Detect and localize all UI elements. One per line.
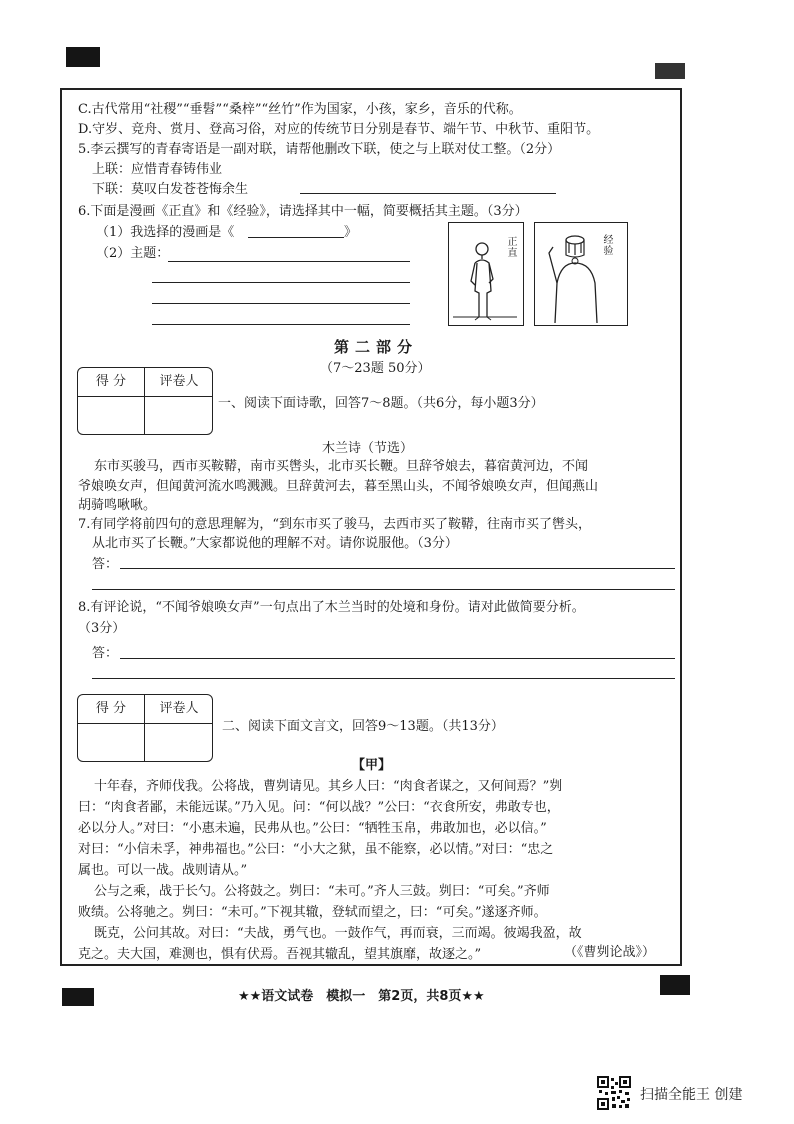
passage-line-2: 曰：“肉食者鄙，未能远谋。”乃入见。问：“何以战？”公曰：“衣食所安，弗敢专也，	[78, 800, 560, 815]
registration-mark-top-right	[655, 63, 685, 79]
passage-line-7: 败绩。公将驰之。刿曰：“未可。”下视其辙，登轼而望之，曰：“可矣。”遂逐齐师。	[78, 905, 547, 920]
passage-line-9: 克之。夫大国，难测也，惧有伏焉。吾视其辙乱，望其旗靡，故逐之。”	[78, 947, 482, 962]
q6-theme-label: （2）主题：	[96, 246, 170, 261]
part-two-title: 第二部分	[334, 338, 419, 356]
passage-line-5: 属也。可以一战。战则请从。”	[78, 863, 248, 878]
couplet-answer-line[interactable]	[300, 193, 556, 194]
question-5: 5.李云撰写的青春寄语是一副对联，请帮他删改下联，使之与上联对仗工整。（2分）	[78, 142, 561, 157]
q8-answer-line-1[interactable]	[120, 658, 675, 659]
passage-jia-label: 【甲】	[352, 758, 392, 773]
q6-choice-close: 》	[344, 225, 358, 240]
passage-line-8: 既克，公问其故。对曰：“夫战，勇气也。一鼓作气，再而衰，三而竭。彼竭我盈，故	[94, 926, 582, 941]
score-label: 得 分	[95, 374, 127, 389]
poem-title: 木兰诗（节选）	[322, 441, 414, 456]
option-d: D.守岁、竞舟、赏月、登高习俗，对应的传统节日分别是春节、端午节、中秋节、重阳节。	[78, 122, 600, 137]
passage-line-1: 十年春，齐师伐我。公将战，曹刿请见。其乡人曰：“肉食者谋之，又何间焉？”刿	[94, 779, 563, 794]
question-6: 6.下面是漫画《正直》和《经验》，请选择其中一幅，简要概括其主题。（3分）	[78, 204, 528, 219]
q6-choice-label: （1）我选择的漫画是《	[96, 225, 235, 240]
registration-mark-bottom-right	[660, 975, 690, 995]
q6-theme-line-3[interactable]	[152, 303, 410, 304]
section-2-heading: 二、阅读下面文言文，回答9～13题。（共13分）	[222, 719, 504, 734]
cartoon-experience-label: 经验	[603, 235, 614, 257]
cartoon-experience	[534, 222, 628, 326]
cartoon-honesty-label: 正直	[507, 237, 518, 259]
page-footer: ★★语文试卷 模拟一 第2页，共8页★★	[238, 989, 485, 1004]
poem-line-3: 胡骑鸣啾啾。	[78, 498, 157, 513]
q8-answer-label: 答：	[92, 646, 119, 661]
option-c: C.古代常用“社稷”“垂髫”“桑梓”“丝竹”作为国家，小孩，家乡，音乐的代称。	[78, 102, 522, 117]
passage-line-4: 对曰：“小信未孚，神弗福也。”公曰：“小大之狱，虽不能察，必以情。”对曰：“忠之	[78, 842, 554, 857]
couplet-upper: 上联：应惜青春铸伟业	[92, 162, 223, 177]
couplet-lower: 下联：莫叹白发苍苍悔余生	[92, 182, 249, 197]
q7-answer-line-2[interactable]	[92, 589, 675, 590]
section-1-heading: 一、阅读下面诗歌，回答7～8题。（共6分，每小题3分）	[218, 396, 544, 411]
score-table-1	[77, 367, 213, 435]
q6-theme-line-2[interactable]	[152, 282, 410, 283]
passage-line-3: 必以分人。”对曰：“小惠未遍，民弗从也。”公曰：“牺牲玉帛，弗敢加也，必以信。”	[78, 821, 547, 836]
score-label: 得 分	[95, 701, 127, 716]
scanner-brand-text: 扫描全能王 创建	[640, 1087, 743, 1103]
cartoon-honesty	[448, 222, 524, 326]
q6-theme-line-4[interactable]	[152, 324, 410, 325]
question-8-line-1: 8.有评论说，“不闻爷娘唤女声”一句点出了木兰当时的处境和身份。请对此做简要分析。	[78, 600, 585, 615]
question-8-line-2: （3分）	[78, 621, 126, 636]
q7-answer-label: 答：	[92, 557, 119, 572]
poem-line-1: 东市买骏马，西市买鞍鞯，南市买辔头，北市买长鞭。旦辞爷娘去，暮宿黄河边，不闻	[94, 459, 589, 474]
score-table-2	[77, 694, 213, 762]
q8-answer-line-2[interactable]	[92, 678, 675, 679]
qr-code-icon	[597, 1076, 631, 1110]
question-7-line-2: 从北市买了长鞭。”大家都说他的理解不对。请你说服他。（3分）	[92, 536, 458, 551]
grader-label: 评卷人	[159, 701, 199, 716]
q7-answer-line-1[interactable]	[120, 568, 675, 569]
question-7-line-1: 7.有同学将前四句的意思理解为，“到东市买了骏马，去西市买了鞍鞯，往南市买了辔头，	[78, 517, 592, 532]
passage-line-6: 公与之乘，战于长勺。公将鼓之。刿曰：“未可。”齐人三鼓。刿曰：“可矣。”齐师	[94, 884, 550, 899]
part-two-range: （7～23题 50分）	[320, 361, 431, 376]
grader-label: 评卷人	[159, 374, 199, 389]
passage-source: （《曹刿论战》）	[564, 945, 656, 960]
q6-choice-blank[interactable]	[248, 237, 344, 238]
registration-mark-bottom-left	[62, 988, 94, 1006]
q6-theme-line-1[interactable]	[168, 261, 410, 262]
registration-mark-top-left	[66, 47, 100, 67]
poem-line-2: 爷娘唤女声，但闻黄河流水鸣溅溅。旦辞黄河去，暮至黑山头，不闻爷娘唤女声，但闻燕山	[78, 479, 599, 494]
